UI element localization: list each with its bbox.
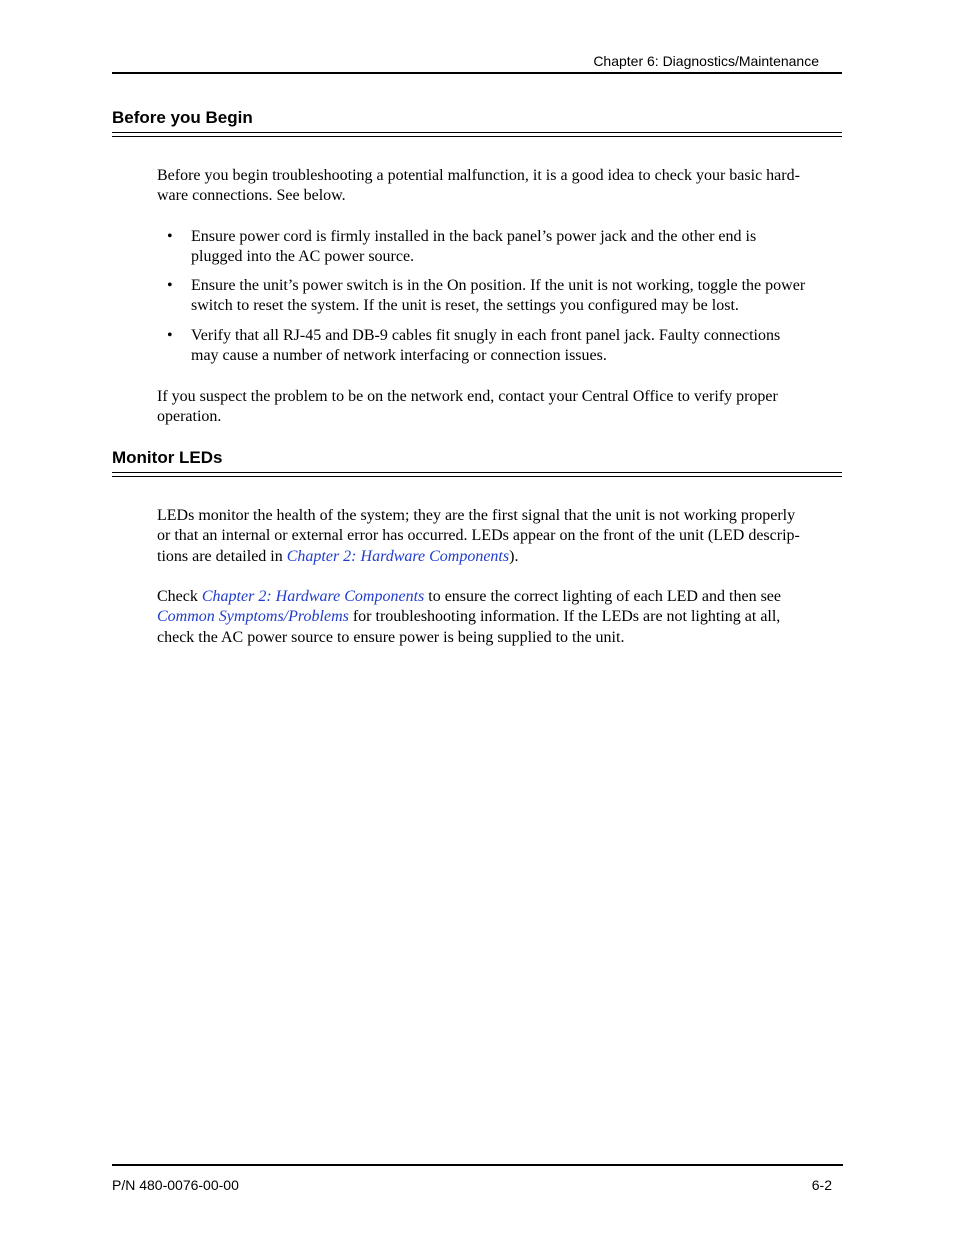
section-title-before-you-begin: Before you Begin [112, 108, 253, 127]
text-line [157, 547, 842, 567]
text-line: Ensure the unit’s power switch is in the On position. If the unit is not working, toggle the power [191, 277, 806, 294]
bullet-icon: • [167, 327, 173, 344]
common-symptoms-link[interactable]: Common Symptoms/Problems [157, 608, 349, 626]
text-line: plugged into the AC power source. [191, 248, 415, 266]
bullet-icon: • [167, 228, 173, 245]
page-number: 6-2 [811, 1177, 832, 1193]
text-line: may cause a number of network interfacing or connection issues. [191, 347, 607, 365]
text-line [157, 607, 842, 627]
text-line: Ensure power cord is firmly installed in the back panel’s power jack and the other end is [191, 228, 757, 245]
text-line: ware connections. See below. [157, 187, 346, 205]
text-span: Check [157, 588, 202, 605]
footer-rule [112, 1164, 843, 1166]
text-span: to ensure the correct lighting of each LED and then see [424, 588, 781, 605]
check-paragraph [157, 587, 842, 648]
text-line: Before you begin troubleshooting a potential malfunction, it is a good idea to check your basic hard- [157, 167, 800, 184]
text-line [157, 587, 842, 607]
text-line: check the AC power source to ensure power is being supplied to the unit. [157, 628, 625, 646]
text-span: for troubleshooting information. If the LEDs are not lighting at all, [348, 608, 781, 626]
part-number: P/N 480-0076-00-00 [112, 1177, 239, 1193]
header-rule [112, 72, 842, 74]
chapter-2-link[interactable]: Chapter 2: Hardware Components [201, 588, 425, 605]
text-line: operation. [157, 408, 222, 426]
bullet-icon: • [167, 277, 173, 294]
section-rule [112, 472, 842, 477]
chapter-2-link[interactable]: Chapter 2: Hardware Components [286, 547, 510, 565]
text-line: If you suspect the problem to be on the network end, contact your Central Office to verify proper [157, 388, 778, 405]
section-rule [112, 132, 842, 137]
text-span: tions are detailed in [157, 547, 287, 565]
leds-paragraph [157, 506, 842, 567]
text-line: switch to reset the system. If the unit is reset, the settings you configured may be lost. [191, 297, 739, 315]
text-line: or that an internal or external error has occurred. LEDs appear on the front of the unit (LED descrip- [157, 527, 800, 545]
running-header: Chapter 6: Diagnostics/Maintenance [593, 53, 819, 69]
text-span: ). [509, 547, 519, 565]
section-title-monitor-leds: Monitor LEDs [112, 448, 223, 467]
text-line: Verify that all RJ-45 and DB-9 cables fit snugly in each front panel jack. Faulty connections [191, 327, 781, 344]
outro-paragraph [157, 387, 842, 428]
text-line: LEDs monitor the health of the system; they are the first signal that the unit is not working properly [157, 507, 796, 524]
intro-paragraph [157, 166, 842, 207]
